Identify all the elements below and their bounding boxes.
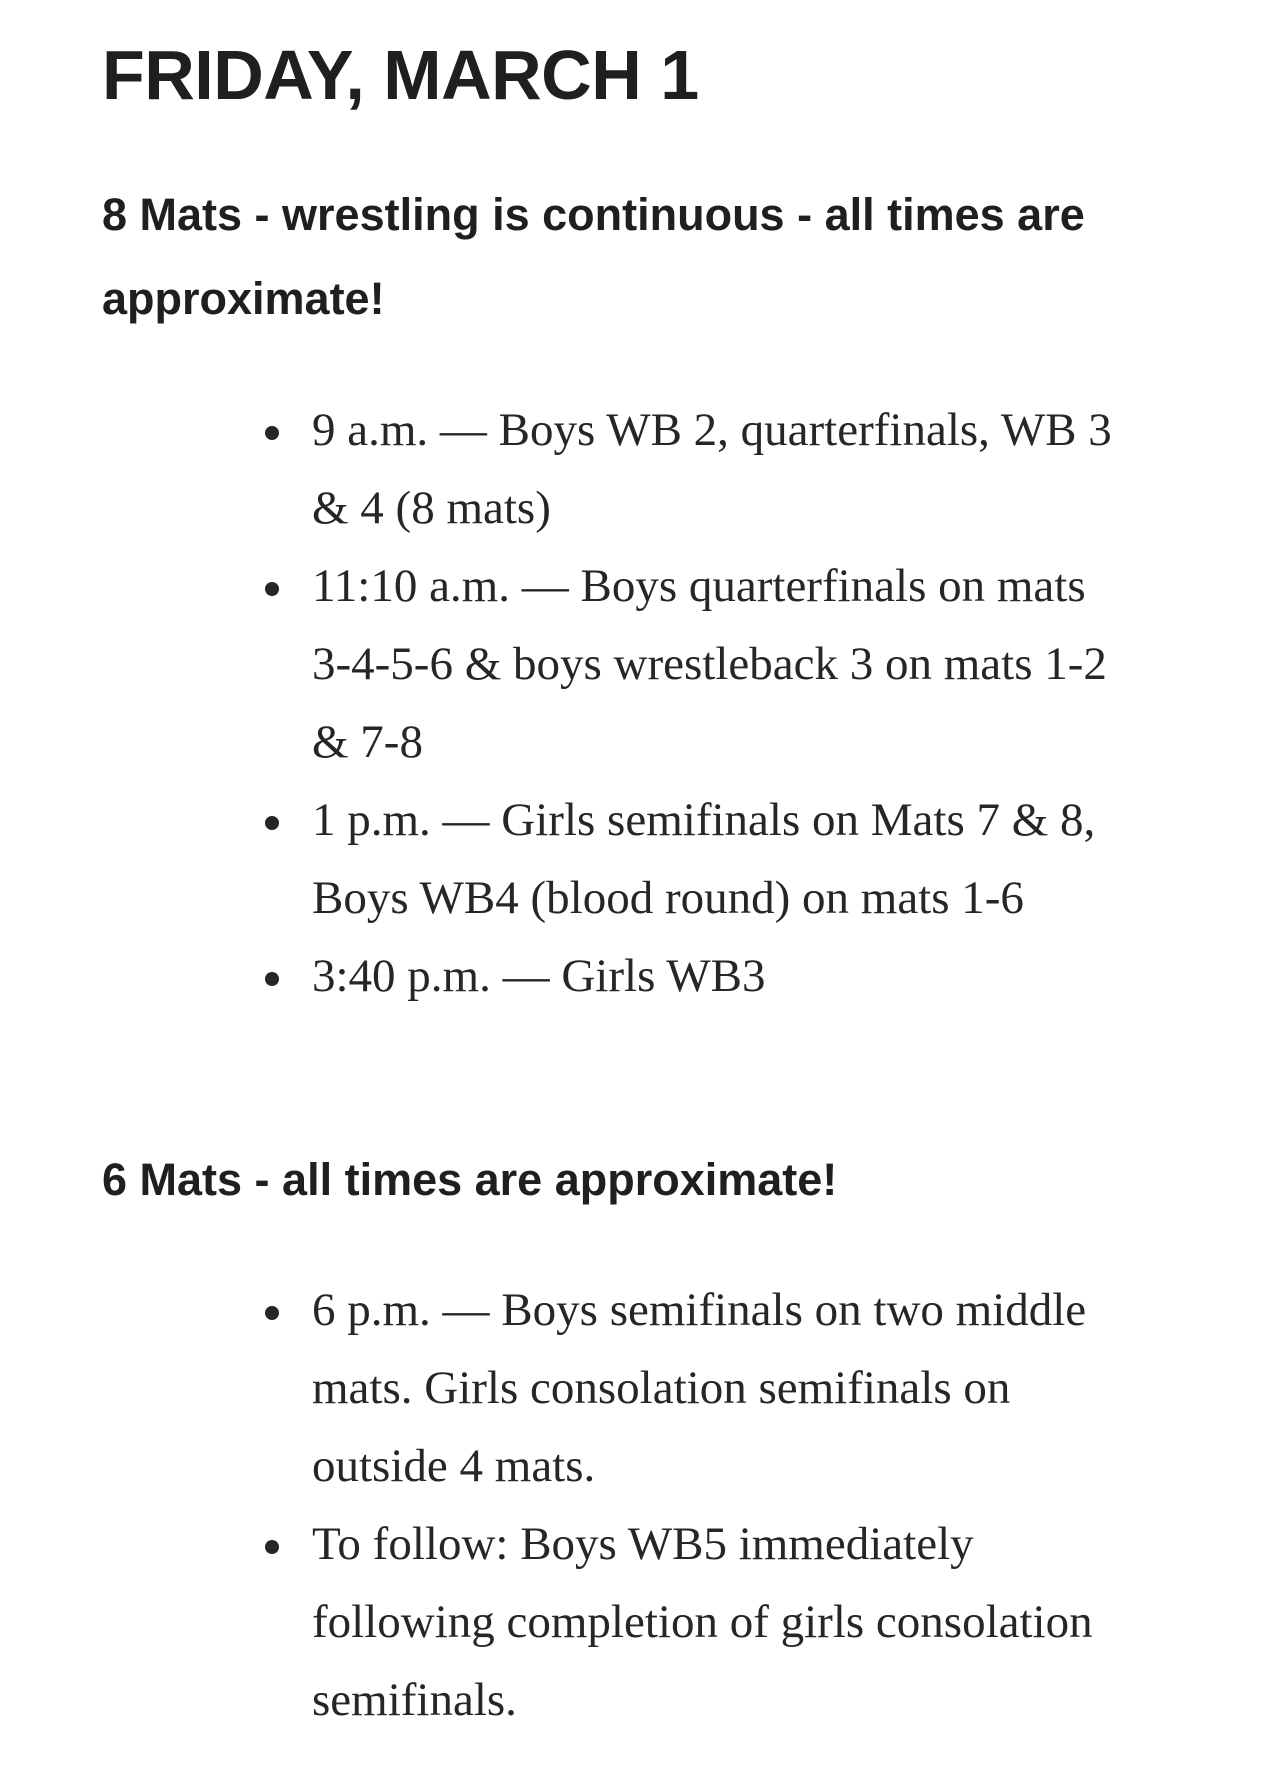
list-item bbox=[102, 391, 1112, 547]
list-item-text: 9 a.m. — Boys WB 2, quarterfinals, WB 3 & 4 (8 mats) bbox=[312, 404, 1112, 534]
list-item-text: To follow: Boys WB5 immediately following completion of girls consolation semifinals. bbox=[312, 1518, 1093, 1726]
list-item-text: 11:10 a.m. — Boys quarterfinals on mats 3-4-5-6 & boys wrestleback 3 on mats 1-2 & 7-8 bbox=[312, 560, 1107, 768]
section-heading-6-mats: 6 Mats - all times are approximate! bbox=[102, 1154, 838, 1205]
bullet-icon bbox=[265, 972, 279, 986]
list-item bbox=[102, 1505, 1112, 1739]
bullet-icon bbox=[265, 816, 279, 830]
schedule-list-6-mats bbox=[102, 1271, 1202, 1739]
list-item bbox=[102, 937, 1112, 1015]
bullet-icon bbox=[265, 582, 279, 596]
section-heading-8-mats: 8 Mats - wrestling is continuous - all times are approximate! bbox=[102, 189, 1085, 324]
list-item bbox=[102, 547, 1112, 781]
bullet-icon bbox=[265, 1306, 279, 1320]
list-item-text: 6 p.m. — Boys semifinals on two middle mats. Girls consolation semifinals on outside 4 mats. bbox=[312, 1284, 1087, 1492]
list-item bbox=[102, 1271, 1112, 1505]
bullet-icon bbox=[265, 1540, 279, 1554]
page-title: FRIDAY, MARCH 1 bbox=[102, 36, 699, 114]
schedule-list-8-mats bbox=[102, 391, 1202, 1015]
list-item bbox=[102, 781, 1112, 937]
schedule-page bbox=[102, 0, 1202, 1726]
bullet-icon bbox=[265, 426, 279, 440]
list-item-text: 1 p.m. — Girls semifinals on Mats 7 & 8, Boys WB4 (blood round) on mats 1-6 bbox=[312, 794, 1096, 924]
list-item-text: 3:40 p.m. — Girls WB3 bbox=[312, 950, 766, 1002]
